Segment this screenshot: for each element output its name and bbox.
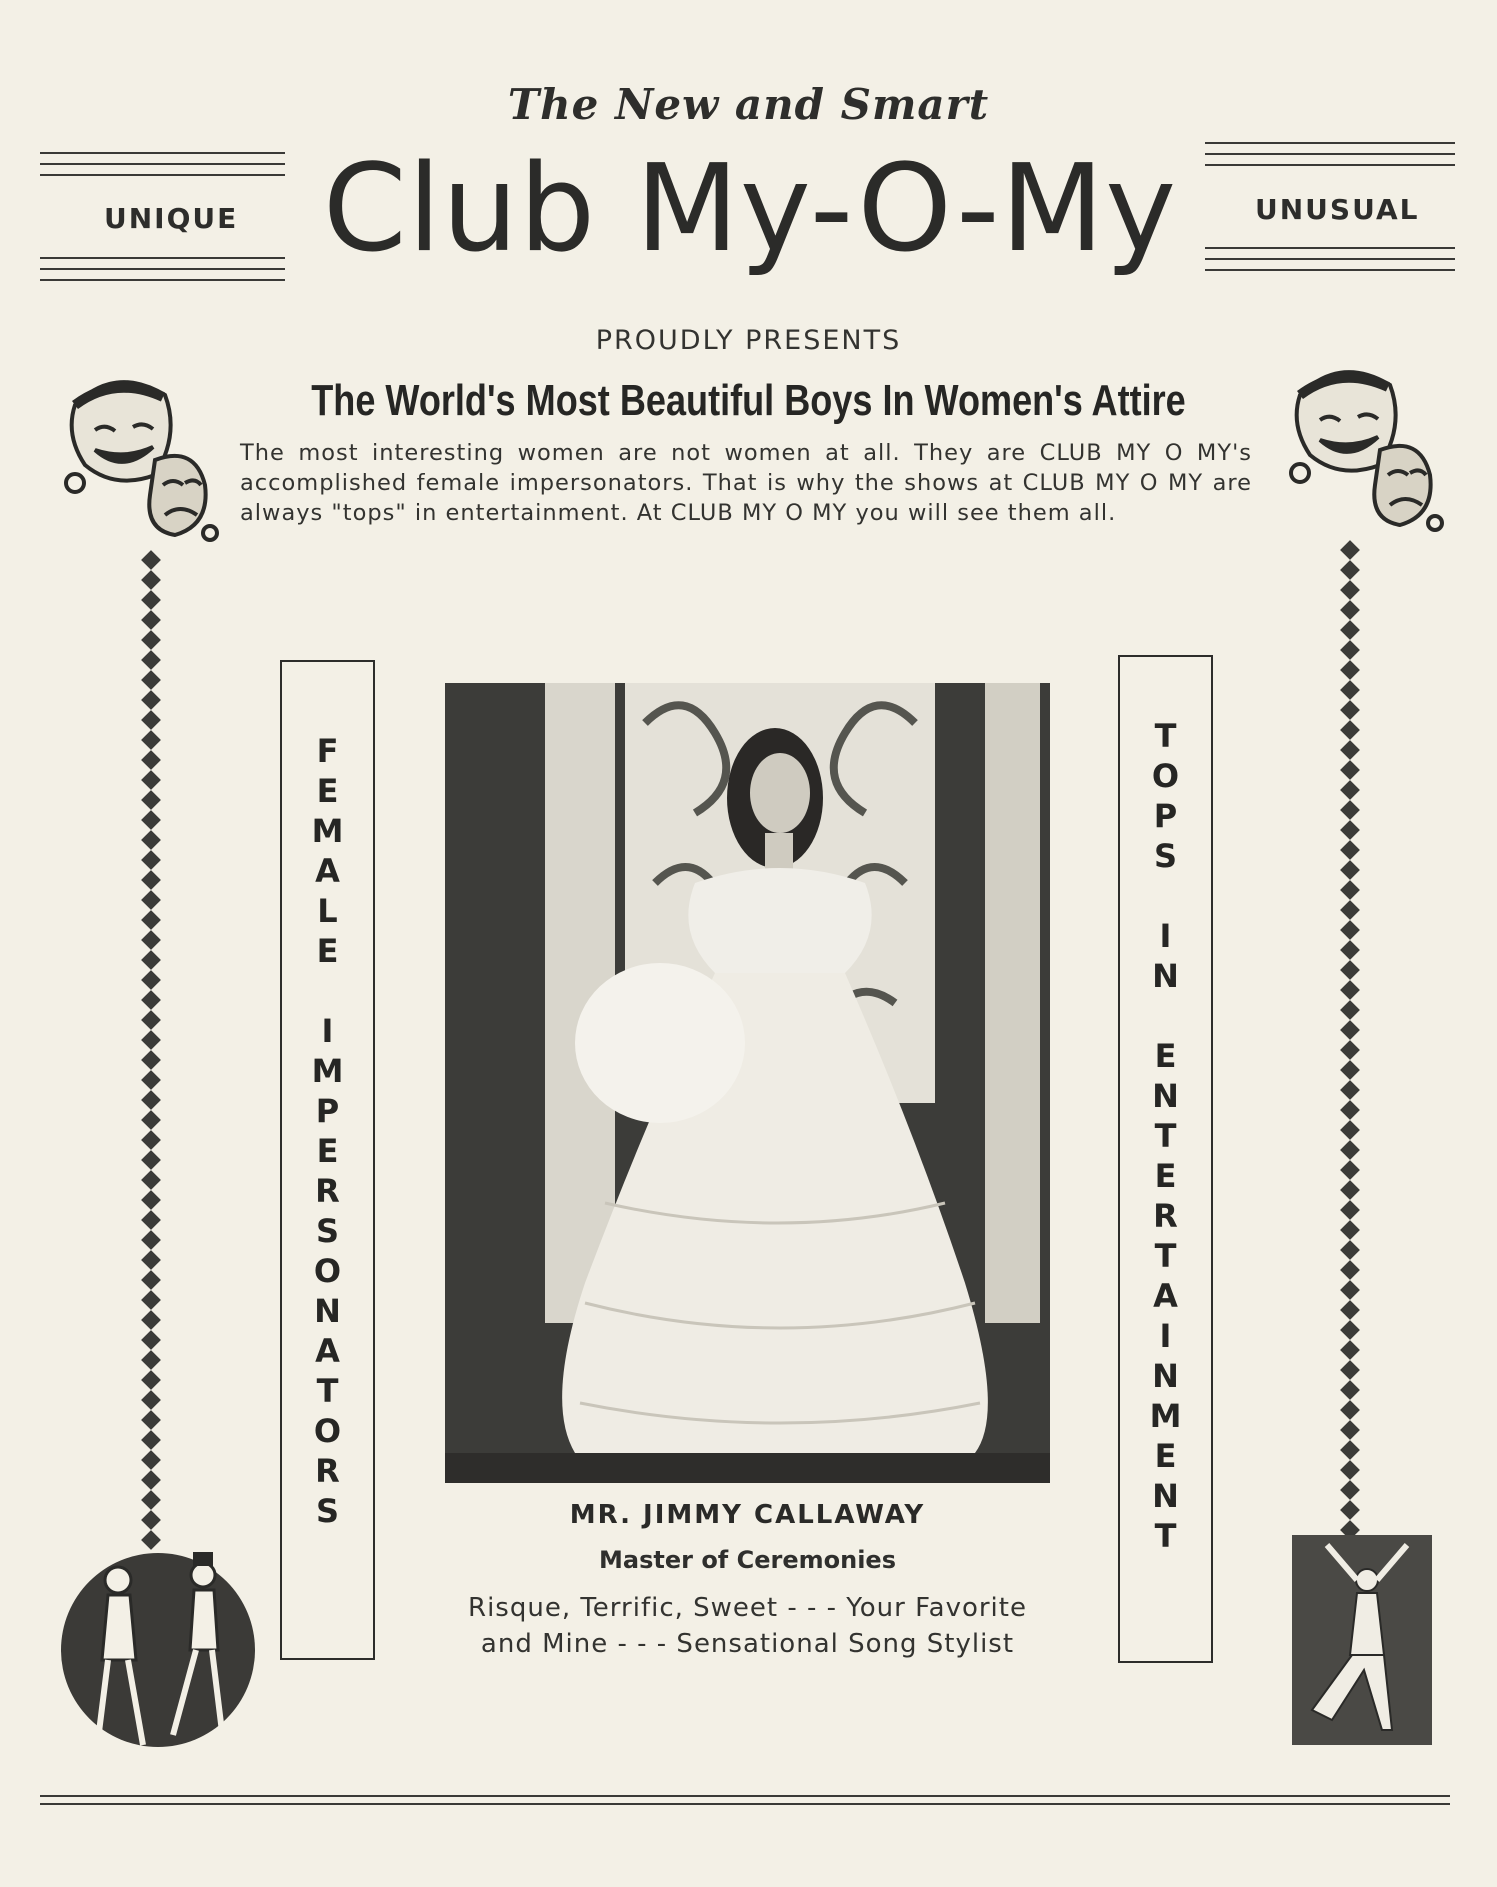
diamond-ornament xyxy=(141,570,161,590)
diamond-ornament xyxy=(141,1170,161,1190)
diamond-ornament xyxy=(141,810,161,830)
diamond-ornament xyxy=(141,1370,161,1390)
diamond-ornament xyxy=(1340,700,1360,720)
diamond-ornament xyxy=(1340,1060,1360,1080)
diamond-ornament xyxy=(141,1050,161,1070)
diamond-ornament xyxy=(141,890,161,910)
proudly-presents: PROUDLY PRESENTS xyxy=(595,325,902,356)
diamond-ornament xyxy=(1340,1180,1360,1200)
diamond-ornament xyxy=(141,1430,161,1450)
diamond-ornament xyxy=(1340,1040,1360,1060)
diamond-ornament xyxy=(141,550,161,570)
diamond-ornament xyxy=(1340,720,1360,740)
header-rules-left xyxy=(40,152,285,185)
diamond-ornament xyxy=(141,1010,161,1030)
diamond-ornament xyxy=(141,950,161,970)
diamond-ornament xyxy=(141,1290,161,1310)
diamond-ornament xyxy=(141,870,161,890)
footer-rules xyxy=(40,1795,1450,1811)
diamond-ornament xyxy=(141,610,161,630)
diamond-ornament xyxy=(141,1510,161,1530)
diamond-ornament xyxy=(141,910,161,930)
diamond-ornament xyxy=(1340,660,1360,680)
diamond-ornament xyxy=(141,990,161,1010)
diamond-ornament xyxy=(1340,1320,1360,1340)
diamond-ornament xyxy=(1340,640,1360,660)
diamond-ornament xyxy=(1340,1400,1360,1420)
diamond-ornament xyxy=(1340,1000,1360,1020)
diamond-ornament xyxy=(1340,1080,1360,1100)
diamond-ornament xyxy=(141,1210,161,1230)
diamond-ornament xyxy=(141,1070,161,1090)
diamond-ornament xyxy=(1340,880,1360,900)
theater-masks-icon xyxy=(1280,355,1445,535)
header-rules-left-lower xyxy=(40,257,285,290)
diamond-ornament xyxy=(1340,780,1360,800)
diamond-ornament xyxy=(141,1350,161,1370)
diamond-ornament xyxy=(1340,1440,1360,1460)
performer-role: Master of Ceremonies xyxy=(599,1546,896,1574)
diamond-ornament xyxy=(141,930,161,950)
diamond-ornament xyxy=(1340,760,1360,780)
diamond-ornament xyxy=(1340,940,1360,960)
diamond-ornament xyxy=(1340,1220,1360,1240)
diamond-ornament xyxy=(141,670,161,690)
diamond-ornament xyxy=(141,710,161,730)
tagline: The New and Smart xyxy=(507,80,990,129)
diamond-ornament xyxy=(141,1250,161,1270)
diamond-ornament xyxy=(1340,1380,1360,1400)
diamond-ornament xyxy=(1340,820,1360,840)
banner-right xyxy=(1118,655,1213,1663)
diamond-ornament xyxy=(141,630,161,650)
diamond-ornament xyxy=(141,750,161,770)
diamond-ornament xyxy=(141,1270,161,1290)
diamond-ornament xyxy=(141,1310,161,1330)
diamond-ornament xyxy=(1340,1200,1360,1220)
diamond-ornament xyxy=(141,1090,161,1110)
diamond-ornament xyxy=(1340,1300,1360,1320)
intro-paragraph: The most interesting women are not women at all. They are CLUB MY O MY's accomplished female impersonators. That is why the shows at CLUB MY O MY are always "tops" in entertainment. At CLUB MY O MY you will see them all. xyxy=(240,440,1252,526)
diamond-ornament xyxy=(141,650,161,670)
diamond-ornament xyxy=(141,1130,161,1150)
diamond-ornament xyxy=(1340,920,1360,940)
diamond-ornament xyxy=(1340,1160,1360,1180)
club-name: Club My-O-My xyxy=(322,140,1178,279)
diamond-ornament xyxy=(141,1490,161,1510)
diamond-ornament xyxy=(141,1030,161,1050)
diamond-ornament xyxy=(141,770,161,790)
diamond-ornament xyxy=(1340,740,1360,760)
performer-photo xyxy=(445,683,1050,1483)
unusual-label: UNUSUAL xyxy=(1255,193,1420,226)
diamond-ornament xyxy=(141,1330,161,1350)
diamond-ornament xyxy=(1340,580,1360,600)
diamond-ornament xyxy=(141,850,161,870)
diamond-ornament xyxy=(1340,980,1360,1000)
diamond-ornament xyxy=(1340,1460,1360,1480)
diamond-ornament xyxy=(1340,1020,1360,1040)
diamond-ornament xyxy=(141,1150,161,1170)
diamond-ornament xyxy=(141,1410,161,1430)
description-line-1: Risque, Terrific, Sweet - - - Your Favorite xyxy=(468,1593,1027,1623)
diamond-ornament xyxy=(1340,1100,1360,1120)
diamond-ornament xyxy=(1340,860,1360,880)
diamond-ornament xyxy=(1340,600,1360,620)
diamond-ornament xyxy=(1340,1120,1360,1140)
diamond-ornament xyxy=(141,970,161,990)
diamond-ornament xyxy=(1340,1280,1360,1300)
header-rules-right-lower xyxy=(1205,247,1455,280)
banner-right-text: TOPS IN ENTERTAINMENT xyxy=(1146,717,1185,1557)
description-line-2: and Mine - - - Sensational Song Stylist xyxy=(480,1629,1015,1659)
diamond-ornament xyxy=(1340,1240,1360,1260)
diamond-ornament xyxy=(1340,540,1360,560)
dancer-illustration xyxy=(1292,1535,1432,1745)
diamond-ornament xyxy=(1340,960,1360,980)
diamond-ornament xyxy=(1340,1420,1360,1440)
banner-left-text: FEMALE IMPERSONATORS xyxy=(308,732,347,1532)
diamond-ornament xyxy=(141,730,161,750)
unique-label: UNIQUE xyxy=(104,202,239,235)
diamond-ornament xyxy=(1340,620,1360,640)
diamond-ornament xyxy=(141,590,161,610)
diamond-border-right xyxy=(1339,540,1361,1560)
diamond-ornament xyxy=(1340,900,1360,920)
headline: The World's Most Beautiful Boys In Women's Attire xyxy=(311,376,1186,425)
diamond-ornament xyxy=(1340,560,1360,580)
diamond-ornament xyxy=(141,830,161,850)
diamond-ornament xyxy=(141,1450,161,1470)
performer-name: MR. JIMMY CALLAWAY xyxy=(569,1500,926,1530)
diamond-ornament xyxy=(1340,1480,1360,1500)
banner-left xyxy=(280,660,375,1660)
theater-masks-icon xyxy=(55,365,220,545)
diamond-border-left xyxy=(140,550,162,1550)
diamond-ornament xyxy=(1340,1140,1360,1160)
diamond-ornament xyxy=(1340,680,1360,700)
dancers-illustration xyxy=(48,1540,263,1765)
performer-description xyxy=(445,1590,1050,1662)
diamond-ornament xyxy=(141,1110,161,1130)
header-rules-right xyxy=(1205,142,1455,175)
diamond-ornament xyxy=(141,1190,161,1210)
diamond-ornament xyxy=(141,1470,161,1490)
diamond-ornament xyxy=(1340,1260,1360,1280)
diamond-ornament xyxy=(1340,840,1360,860)
diamond-ornament xyxy=(1340,1360,1360,1380)
diamond-ornament xyxy=(141,690,161,710)
diamond-ornament xyxy=(1340,1340,1360,1360)
diamond-ornament xyxy=(1340,800,1360,820)
diamond-ornament xyxy=(141,1390,161,1410)
diamond-ornament xyxy=(141,1230,161,1250)
diamond-ornament xyxy=(1340,1500,1360,1520)
diamond-ornament xyxy=(141,790,161,810)
